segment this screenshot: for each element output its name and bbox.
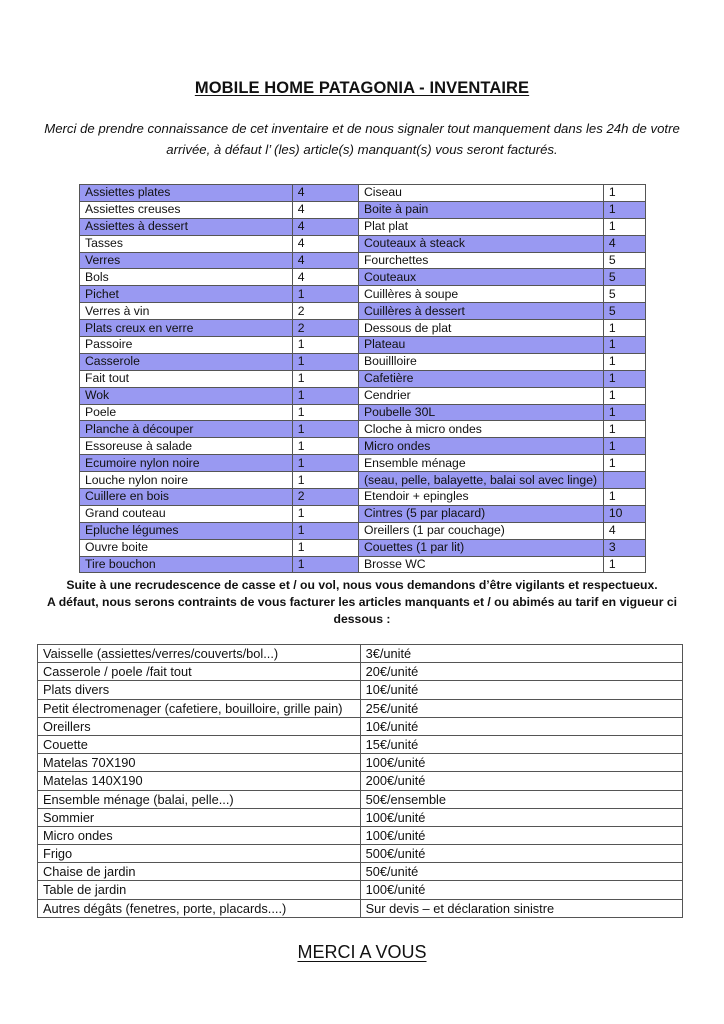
tarif-item: Couette: [38, 735, 361, 753]
inventory-item-name: Ciseau: [358, 185, 603, 202]
inventory-item-name: Casserole: [80, 353, 293, 370]
inventory-item-qty: 1: [292, 353, 358, 370]
inventory-row: [80, 353, 646, 370]
tarif-row: [38, 790, 683, 808]
tarif-row: [38, 881, 683, 899]
inventory-row: [80, 505, 646, 522]
inventory-item-name: Assiettes à dessert: [80, 218, 293, 235]
inventory-item-qty: 1: [292, 539, 358, 556]
inventory-item-name: Micro ondes: [358, 438, 603, 455]
inventory-item-name: Couteaux: [358, 269, 603, 286]
tarif-item: Plats divers: [38, 681, 361, 699]
inventory-item-name: Brosse WC: [358, 556, 603, 573]
inventory-item-name: Plat plat: [358, 218, 603, 235]
inventory-item-qty: 1: [292, 286, 358, 303]
inventory-item-name: Poubelle 30L: [358, 404, 603, 421]
inventory-item-qty: 1: [292, 370, 358, 387]
inventory-item-qty: 4: [292, 201, 358, 218]
tarif-price: 100€/unité: [360, 754, 682, 772]
inventory-item-name: Fourchettes: [358, 252, 603, 269]
inventory-item-qty: 5: [603, 286, 645, 303]
inventory-item-name: Plateau: [358, 337, 603, 354]
inventory-item-qty: 5: [603, 252, 645, 269]
tarif-item: Autres dégâts (fenetres, porte, placards....): [38, 899, 361, 917]
tarif-row: [38, 735, 683, 753]
inventory-row: [80, 320, 646, 337]
tarif-row: [38, 845, 683, 863]
inventory-item-name: Bols: [80, 269, 293, 286]
inventory-item-name: Cintres (5 par placard): [358, 505, 603, 522]
notice-paragraph: [30, 577, 694, 628]
inventory-item-name: Planche à découper: [80, 421, 293, 438]
inventory-item-qty: 1: [603, 337, 645, 354]
inventory-item-qty: 5: [603, 269, 645, 286]
inventory-item-name: Assiettes plates: [80, 185, 293, 202]
inventory-item-name: Plats creux en verre: [80, 320, 293, 337]
inventory-row: [80, 489, 646, 506]
tarif-row: [38, 645, 683, 663]
inventory-item-name: Pichet: [80, 286, 293, 303]
tarif-price: Sur devis – et déclaration sinistre: [360, 899, 682, 917]
tarif-price: 20€/unité: [360, 663, 682, 681]
inventory-item-name: Tire bouchon: [80, 556, 293, 573]
tarif-price: 3€/unité: [360, 645, 682, 663]
inventory-item-name: Fait tout: [80, 370, 293, 387]
tarif-row: [38, 699, 683, 717]
inventory-item-name: Passoire: [80, 337, 293, 354]
inventory-row: [80, 455, 646, 472]
inventory-item-name: Epluche légumes: [80, 522, 293, 539]
tarif-item: Micro ondes: [38, 826, 361, 844]
tarif-row: [38, 808, 683, 826]
inventory-item-name: Ensemble ménage: [358, 455, 603, 472]
inventory-table: [79, 184, 646, 573]
inventory-item-qty: 2: [292, 303, 358, 320]
inventory-item-qty: 1: [292, 404, 358, 421]
inventory-row: [80, 235, 646, 252]
tarif-price: 100€/unité: [360, 808, 682, 826]
inventory-item-name: Ecumoire nylon noire: [80, 455, 293, 472]
inventory-item-name: Dessous de plat: [358, 320, 603, 337]
inventory-item-name: Etendoir + epingles: [358, 489, 603, 506]
tarif-price: 100€/unité: [360, 826, 682, 844]
inventory-row: [80, 404, 646, 421]
inventory-item-qty: 4: [603, 235, 645, 252]
inventory-item-qty: 1: [292, 556, 358, 573]
tarif-price: 100€/unité: [360, 881, 682, 899]
inventory-item-qty: 1: [603, 421, 645, 438]
tarif-row: [38, 826, 683, 844]
inventory-item-qty: 1: [292, 522, 358, 539]
inventory-item-name: Cuillere en bois: [80, 489, 293, 506]
inventory-item-qty: 1: [603, 387, 645, 404]
inventory-item-qty: 1: [292, 472, 358, 489]
inventory-row: [80, 337, 646, 354]
inventory-item-qty: 1: [292, 438, 358, 455]
inventory-item-qty: 1: [292, 387, 358, 404]
intro-paragraph: Merci de prendre connaissance de cet inventaire et de nous signaler tout manquement dans les 24h de votre arrivée, à défaut l’ (les) article(s) manquant(s) vous seront facturés.: [44, 121, 680, 157]
inventory-row: [80, 387, 646, 404]
tarif-row: [38, 899, 683, 917]
tarif-price: 25€/unité: [360, 699, 682, 717]
inventory-row: [80, 218, 646, 235]
inventory-item-name: Tasses: [80, 235, 293, 252]
inventory-item-qty: 2: [292, 489, 358, 506]
inventory-item-qty: 1: [603, 185, 645, 202]
inventory-row: [80, 185, 646, 202]
inventory-item-name: Cendrier: [358, 387, 603, 404]
tarif-item: Ensemble ménage (balai, pelle...): [38, 790, 361, 808]
inventory-row: [80, 522, 646, 539]
tarif-price: 50€/ensemble: [360, 790, 682, 808]
inventory-item-name: Cloche à micro ondes: [358, 421, 603, 438]
tarif-row: [38, 717, 683, 735]
tarif-price: 10€/unité: [360, 681, 682, 699]
tarif-item: Vaisselle (assiettes/verres/couverts/bol...): [38, 645, 361, 663]
tarif-price: 50€/unité: [360, 863, 682, 881]
tarif-item: Frigo: [38, 845, 361, 863]
inventory-item-name: Essoreuse à salade: [80, 438, 293, 455]
inventory-row: [80, 201, 646, 218]
tarif-row: [38, 663, 683, 681]
tarif-table: [37, 644, 683, 918]
inventory-item-name: Ouvre boite: [80, 539, 293, 556]
title-text: MOBILE HOME PATAGONIA - INVENTAIRE: [194, 79, 530, 97]
inventory-row: [80, 539, 646, 556]
inventory-item-qty: 2: [292, 320, 358, 337]
inventory-row: [80, 556, 646, 573]
inventory-item-name: Bouillloire: [358, 353, 603, 370]
inventory-item-name: Poele: [80, 404, 293, 421]
inventory-item-name: Verres à vin: [80, 303, 293, 320]
inventory-item-name: Cuillères à dessert: [358, 303, 603, 320]
tarif-item: Oreillers: [38, 717, 361, 735]
inventory-item-qty: 1: [603, 455, 645, 472]
inventory-item-qty: 4: [292, 235, 358, 252]
inventory-item-qty: 5: [603, 303, 645, 320]
inventory-row: [80, 438, 646, 455]
inventory-item-qty: 4: [292, 269, 358, 286]
inventory-item-name: Assiettes creuses: [80, 201, 293, 218]
inventory-item-qty: 1: [603, 370, 645, 387]
tarif-item: Chaise de jardin: [38, 863, 361, 881]
inventory-item-name: Grand couteau: [80, 505, 293, 522]
inventory-item-qty: 3: [603, 539, 645, 556]
inventory-item-qty: 4: [292, 218, 358, 235]
tarif-item: Petit électromenager (cafetiere, bouilloire, grille pain): [38, 699, 361, 717]
tarif-item: Casserole / poele /fait tout: [38, 663, 361, 681]
notice-line-1: Suite à une recrudescence de casse et / ou vol, nous vous demandons d’être vigilants et respectueux.: [66, 578, 658, 592]
inventory-item-qty: 1: [292, 455, 358, 472]
tarif-item: Table de jardin: [38, 881, 361, 899]
inventory-item-name: Oreillers (1 par couchage): [358, 522, 603, 539]
tarif-price: 200€/unité: [360, 772, 682, 790]
inventory-item-qty: 1: [603, 404, 645, 421]
inventory-item-qty: 1: [292, 505, 358, 522]
inventory-item-name: Louche nylon noire: [80, 472, 293, 489]
inventory-item-qty: 1: [603, 438, 645, 455]
inventory-item-name: Couettes (1 par lit): [358, 539, 603, 556]
inventory-row: [80, 472, 646, 489]
inventory-item-qty: 1: [292, 337, 358, 354]
inventory-item-name: Verres: [80, 252, 293, 269]
tarif-item: Sommier: [38, 808, 361, 826]
inventory-item-qty: 4: [292, 185, 358, 202]
tarif-price: 10€/unité: [360, 717, 682, 735]
tarif-row: [38, 772, 683, 790]
inventory-item-name: Wok: [80, 387, 293, 404]
page-title: [0, 79, 724, 98]
inventory-item-qty: [603, 472, 645, 489]
inventory-row: [80, 421, 646, 438]
inventory-item-qty: 1: [292, 421, 358, 438]
inventory-row: [80, 370, 646, 387]
inventory-item-qty: 1: [603, 218, 645, 235]
inventory-item-qty: 4: [603, 522, 645, 539]
tarif-item: Matelas 70X190: [38, 754, 361, 772]
tarif-item: Matelas 140X190: [38, 772, 361, 790]
inventory-item-qty: 10: [603, 505, 645, 522]
inventory-item-qty: 1: [603, 353, 645, 370]
inventory-row: [80, 303, 646, 320]
inventory-item-qty: 4: [292, 252, 358, 269]
closing-label: MERCI A VOUS: [297, 942, 427, 962]
inventory-row: [80, 252, 646, 269]
inventory-row: [80, 286, 646, 303]
inventory-item-name: Couteaux à steack: [358, 235, 603, 252]
inventory-item-name: Cafetière: [358, 370, 603, 387]
notice-line-2: A défaut, nous serons contraints de vous facturer les articles manquants et / ou abimés au tarif en vigueur ci dessous :: [46, 595, 678, 626]
inventory-row: [80, 269, 646, 286]
inventory-item-name: Boite à pain: [358, 201, 603, 218]
tarif-row: [38, 863, 683, 881]
closing-text: [0, 942, 724, 963]
inventory-item-name: (seau, pelle, balayette, balai sol avec linge): [358, 472, 603, 489]
inventory-item-qty: 1: [603, 320, 645, 337]
tarif-price: 500€/unité: [360, 845, 682, 863]
tarif-row: [38, 754, 683, 772]
inventory-item-qty: 1: [603, 556, 645, 573]
inventory-item-name: Cuillères à soupe: [358, 286, 603, 303]
tarif-price: 15€/unité: [360, 735, 682, 753]
inventory-item-qty: 1: [603, 489, 645, 506]
tarif-row: [38, 681, 683, 699]
inventory-item-qty: 1: [603, 201, 645, 218]
